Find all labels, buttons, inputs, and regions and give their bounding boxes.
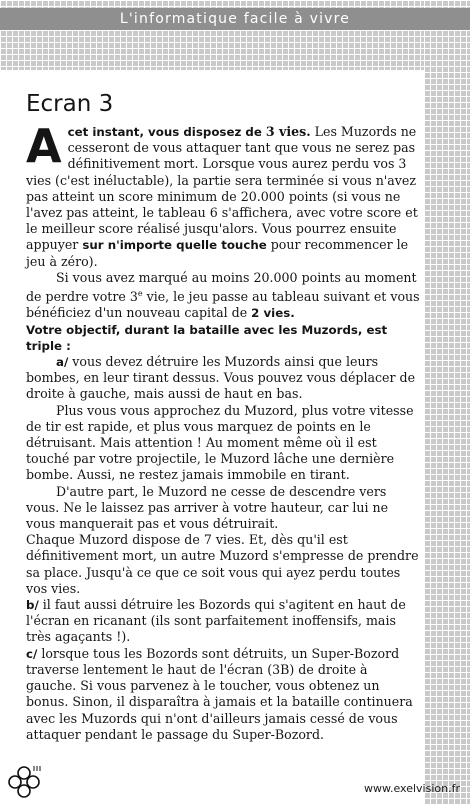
paragraph-intro (26, 119, 420, 270)
text-c: lorsque tous les Bozords sont détruits, un Super-Bozord traverse lentement le haut de l'écran (3B) de droite à gauche. Si vous parvenez à le toucher, vous obtenez un bonus. Sinon, il disparaîtra à jamais et la bataille continuera avec les Muzords qui n'ont d'ailleurs jamais cessé de vous attaquer pendant le passage du Super-Bozord. (26, 645, 413, 742)
intro-bold-key: sur n'importe quelle touche (82, 238, 267, 253)
paragraph-approach: Plus vous vous approchez du Muzord, plus votre vitesse de tir est rapide, et plus vous marquez de points en le détruisant. Mais attention ! Au moment même où il est touché par votre projectile, le Muzord lâche une dernière bombe. Aussi, ne restez jamais immobile en tirant. (26, 402, 414, 483)
article-body (26, 90, 420, 743)
header-banner (0, 8, 470, 30)
score-bold-lives: 2 vies. (251, 306, 295, 321)
paragraph-score (26, 270, 420, 322)
drop-cap: A (26, 119, 62, 173)
label-b: b/ (26, 598, 39, 613)
grid-pattern-right (424, 0, 470, 804)
text-b: il faut aussi détruire les Bozords qui s'agitent en haut de l'écran en ricanant (ils sont parfaitement inoffensifs, mais très agaçants !). (26, 597, 406, 645)
intro-bold: cet instant, vous disposez de (67, 125, 262, 139)
score-text-start: Si vous avez marqué au moins 20.000 points au moment de perdre votre 3 (26, 269, 417, 305)
paragraph-b (26, 597, 420, 646)
paragraph-c (26, 646, 420, 743)
label-c: c/ (26, 646, 38, 661)
exelvision-clover-logo-icon (4, 762, 44, 802)
paragraph-descend: D'autre part, le Muzord ne cesse de descendre vers vous. Ne le laissez pas arriver à votre hauteur, car lui ne vous manquerait pas et vous détruirait. (26, 483, 389, 532)
score-text-mid: vie, le jeu passe au tableau suivant et vous bénéficiez d'un nouveau capital de (26, 289, 420, 321)
label-a: a/ (56, 355, 69, 370)
objective-heading: Votre objectif, durant la bataille avec les Muzords, est triple : (26, 322, 388, 353)
text-a: vous devez détruire les Muzords ainsi que leurs bombes, en leur tirant dessus. Vous pouvez vous déplacer de droite à gauche, mais aussi de haut en bas. (26, 354, 416, 402)
score-superscript: e (137, 289, 143, 299)
intro-text: Les Muzords ne cesseront de vous attaquer tant que vous ne serez pas définitivement mort. Lorsque vous aurez perdu vos 3 vies (c'est inéluctable), la partie sera terminée si vous n'avez pas atteint un score minimum de 20.000 points (si vous ne l'avez pas atteint, le tableau 6 s'affichera, avec votre score et le meilleur score réalisé jusqu'alors. Vous pourrez ensuite appuyer (26, 124, 418, 253)
intro-bold-lives: 3 vies. (265, 124, 311, 139)
footer-url: www.exelvision.fr (364, 782, 460, 795)
intro-end: pour recommencer le jeu à zéro). (26, 237, 409, 269)
header-title: L'informatique facile à vivre (119, 11, 351, 27)
paragraph-lives: Chaque Muzord dispose de 7 vies. Et, dès qu'il est définitivement mort, un autre Muzord s'empresse de prendre sa place. Jusqu'à ce que ce soit vous qui ayez perdu toutes vos vies. (26, 532, 419, 596)
paragraph-a (26, 354, 420, 403)
paragraph-objective (26, 322, 420, 354)
content-area (0, 72, 424, 762)
page-title: Ecran 3 (26, 91, 114, 117)
